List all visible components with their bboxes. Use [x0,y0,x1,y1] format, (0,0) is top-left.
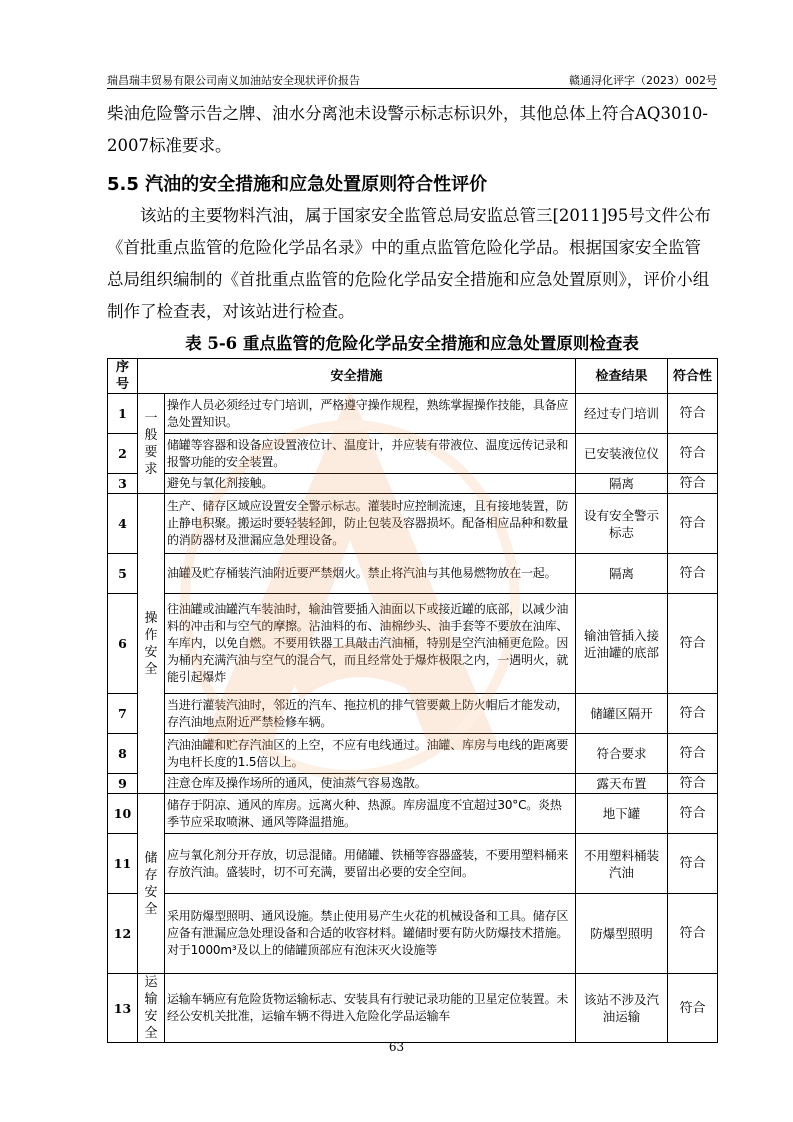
row-number: 3 [108,474,138,494]
row-measure: 储罐等容器和设备应设置液位计、温度计，并应装有带液位、温度远传记录和报警功能的安全装置。 [165,434,576,474]
row-number: 1 [108,394,138,434]
table-header-row [108,359,718,394]
header-no: 序号 [108,359,138,394]
table-row [108,834,718,894]
row-result: 该站不涉及汽油运输 [576,974,668,1043]
row-compliance: 符合 [668,734,718,774]
row-measure: 避免与氧化剂接触。 [165,474,576,494]
table-row [108,434,718,474]
row-compliance: 符合 [668,594,718,694]
section-title: 5.5 汽油的安全措施和应急处置原则符合性评价 [107,174,488,195]
row-compliance: 符合 [668,554,718,594]
header-compliance: 符合性 [668,359,718,394]
category-operation: 操作安全 [138,494,165,794]
row-measure: 储存于阴凉、通风的库房。远离火种、热源。库房温度不宜超过30°C。炎热季节应采取喷淋、通风等降温措施。 [165,794,576,834]
row-measure: 采用防爆型照明、通风设施。禁止使用易产生火花的机械设备和工具。储存区应备有泄漏应急处理设备和合适的收容材料。罐储时要有防火防爆技术措施。对于1000m³及以上的储罐顶部应有泡沫灭火设施等 [165,894,576,974]
table-row [108,594,718,694]
row-number: 2 [108,434,138,474]
checklist-table [107,358,718,1043]
row-compliance: 符合 [668,894,718,974]
row-number: 12 [108,894,138,974]
row-result: 地下罐 [576,794,668,834]
row-number: 9 [108,774,138,794]
row-result: 隔离 [576,554,668,594]
row-number: 10 [108,794,138,834]
row-compliance: 符合 [668,774,718,794]
row-result: 隔离 [576,474,668,494]
row-measure: 汽油油罐和贮存汽油区的上空，不应有电线通过。油罐、库房与电线的距离要为电杆长度的1.5倍以上。 [165,734,576,774]
row-number: 13 [108,974,138,1043]
row-measure: 注意仓库及操作场所的通风，使油蒸气容易逸散。 [165,774,576,794]
row-compliance: 符合 [668,974,718,1043]
row-measure: 当进行灌装汽油时，邻近的汽车、拖拉机的排气管要戴上防火帽后才能发动，存汽油地点附近严禁检修车辆。 [165,694,576,734]
table-row [108,554,718,594]
running-header [107,70,717,89]
row-measure: 应与氧化剂分开存放，切忌混储。用储罐、铁桶等容器盛装，不要用塑料桶来存放汽油。盛装时，切不可充满，要留出必要的安全空间。 [165,834,576,894]
row-number: 11 [108,834,138,894]
row-compliance: 符合 [668,494,718,554]
category-transport: 运输安全 [138,974,165,1043]
row-result: 露天布置 [576,774,668,794]
row-compliance: 符合 [668,394,718,434]
table-row [108,734,718,774]
row-number: 4 [108,494,138,554]
row-compliance: 符合 [668,694,718,734]
row-compliance: 符合 [668,794,718,834]
row-result: 防爆型照明 [576,894,668,974]
row-compliance: 符合 [668,434,718,474]
table-row [108,394,718,434]
row-number: 5 [108,554,138,594]
row-result: 输油管插入接近油罐的底部 [576,594,668,694]
category-storage: 储存安全 [138,794,165,974]
row-result: 符合要求 [576,734,668,774]
row-measure: 操作人员必须经过专门培训，严格遵守操作规程，熟练掌握操作技能，具备应急处置知识。 [165,394,576,434]
row-measure: 生产、储存区域应设置安全警示标志。灌装时应控制流速，且有接地装置，防止静电积聚。搬运时要轻装轻卸，防止包装及容器损坏。配备相应品种和数量的消防器材及泄漏应急处理设备。 [165,494,576,554]
table-caption: 表 5-6 重点监管的危险化学品安全措施和应急处置原则检查表 [185,334,639,353]
row-result: 不用塑料桶装汽油 [576,834,668,894]
header-report-title: 瑞昌瑞丰贸易有限公司南义加油站安全现状评价报告 [107,74,360,87]
table-row [108,894,718,974]
row-measure: 油罐及贮存桶装汽油附近要严禁烟火。禁止将汽油与其他易燃物放在一起。 [165,554,576,594]
row-compliance: 符合 [668,834,718,894]
table-row [108,794,718,834]
row-number: 8 [108,734,138,774]
header-document-number: 赣通浔化评字（2023）002号 [569,74,717,87]
table-row [108,474,718,494]
table-row [108,494,718,554]
header-result: 检查结果 [576,359,668,394]
row-number: 6 [108,594,138,694]
table-row [108,974,718,1043]
row-result: 已安装液位仪 [576,434,668,474]
row-measure: 运输车辆应有危险货物运输标志、安装具有行驶记录功能的卫星定位装置。未经公安机关批准，运输车辆不得进入危险化学品运输车 [165,974,576,1043]
header-measure: 安全措施 [138,359,576,394]
table-row [108,774,718,794]
paragraph-conclusion: 柴油危险警示告之牌、油水分离池未设警示标志标识外，其他总体上符合AQ3010-2007标准要求。 [107,104,709,155]
row-result: 设有安全警示标志 [576,494,668,554]
row-compliance: 符合 [668,474,718,494]
category-general: 一般要求 [138,394,165,494]
row-number: 7 [108,694,138,734]
row-result: 储罐区隔开 [576,694,668,734]
row-result: 经过专门培训 [576,394,668,434]
paragraph-intro: 该站的主要物料汽油，属于国家安全监管总局安监总管三[2011]95号文件公布《首批重点监管的危险化学品名录》中的重点监管危险化学品。根据国家安全监管总局组织编制的《首批重点监管的危险化学品安全措施和应急处置原则》，评价小组制作了检查表，对该站进行检查。 [107,206,711,321]
page-number: 63 [388,1040,405,1054]
table-row [108,694,718,734]
row-measure: 往油罐或油罐汽车装油时，输油管要插入油面以下或接近罐的底部，以减少油料的冲击和与空气的摩擦。沾油料的布、油棉纱头、油手套等不要放在油库、车库内，以免自燃。不要用铁器工具敲击汽油桶，特别是空汽油桶更危险。因为桶内充满汽油与空气的混合气，而且经常处于爆炸极限之内，一遇明火，就能引起爆炸 [165,594,576,694]
